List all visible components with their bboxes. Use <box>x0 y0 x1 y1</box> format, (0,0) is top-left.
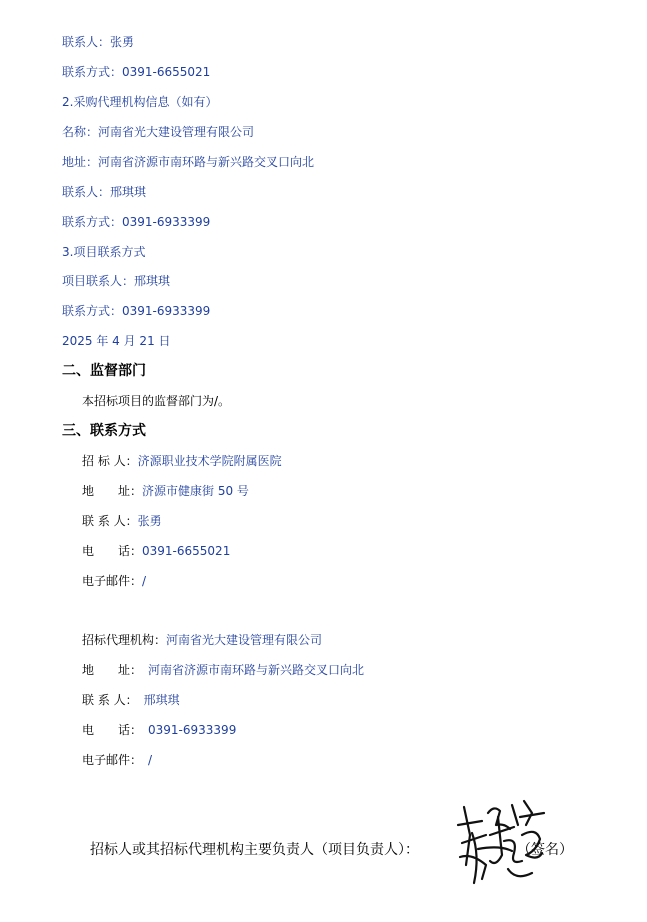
agency-phone-value: 0391-6933399 <box>148 723 237 737</box>
agency-contact-row <box>82 692 180 708</box>
section-supervision-title: 二、监督部门 <box>62 363 146 379</box>
agency-email-value: / <box>148 753 153 767</box>
agency-name: 名称：河南省光大建设管理有限公司 <box>62 125 255 139</box>
tenderer-email-label: 电子邮件： <box>82 574 143 588</box>
tenderer-email-value: / <box>142 574 147 588</box>
project-contact-heading: 3.项目联系方式 <box>62 245 146 259</box>
supervision-text: 本招标项目的监督部门为/。 <box>82 394 231 408</box>
agency-name-value: 河南省光大建设管理有限公司 <box>166 633 323 647</box>
handwritten-signature <box>452 795 552 890</box>
signature-line-prefix: 招标人或其招标代理机构主要负责人（项目负责人）： <box>90 842 419 858</box>
contact-person: 联系人：张勇 <box>62 35 135 49</box>
agency-contact-label: 联 系 人： <box>82 693 138 707</box>
signature-line-suffix: （签名） <box>517 842 573 858</box>
section-contact-title: 三、联系方式 <box>62 423 146 439</box>
tenderer-contact-value: 张勇 <box>137 514 162 528</box>
agency-email-row <box>82 752 152 768</box>
agency-address: 地址：河南省济源市南环路与新兴路交叉口向北 <box>62 155 315 169</box>
project-contact: 项目联系人：邢琪琪 <box>62 274 171 288</box>
tenderer-phone-label: 电 话： <box>82 544 143 558</box>
agency-phone-row <box>82 722 236 738</box>
agency-info-heading: 2.采购代理机构信息（如有） <box>62 95 218 109</box>
date: 2025 年 4 月 21 日 <box>62 334 171 348</box>
agency-name-label: 招标代理机构： <box>82 633 167 647</box>
tenderer-address-row <box>82 483 249 499</box>
agency-phone-label: 电 话： <box>82 723 143 737</box>
contact-phone: 联系方式：0391-6655021 <box>62 65 211 79</box>
tenderer-address-value: 济源市健康街 50 号 <box>142 484 249 498</box>
tenderer-name-value: 济源职业技术学院附属医院 <box>137 454 282 468</box>
tenderer-name-label: 招 标 人： <box>82 454 138 468</box>
agency-address-value: 河南省济源市南环路与新兴路交叉口向北 <box>148 663 365 677</box>
tenderer-phone-row <box>82 543 230 559</box>
project-phone: 联系方式：0391-6933399 <box>62 304 211 318</box>
agency-name-row <box>82 632 322 648</box>
tenderer-contact-label: 联 系 人： <box>82 514 138 528</box>
tenderer-phone-value: 0391-6655021 <box>142 544 231 558</box>
agency-phone: 联系方式：0391-6933399 <box>62 215 211 229</box>
tenderer-contact-row <box>82 513 162 529</box>
agency-contact-value: 邢琪琪 <box>143 693 180 707</box>
tenderer-email-row <box>82 573 146 589</box>
agency-contact: 联系人：邢琪琪 <box>62 185 147 199</box>
agency-email-label: 电子邮件： <box>82 753 143 767</box>
agency-address-label: 地 址： <box>82 663 143 677</box>
agency-address-row <box>82 662 364 678</box>
tenderer-address-label: 地 址： <box>82 484 143 498</box>
tenderer-name-row <box>82 453 282 469</box>
